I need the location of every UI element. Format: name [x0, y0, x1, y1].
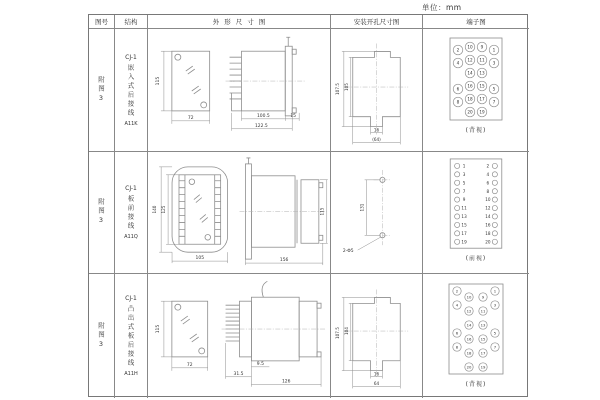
svg-text:6: 6 — [456, 86, 460, 92]
mounting-drawing-a11q — [331, 152, 422, 273]
dim-offset — [251, 357, 269, 387]
holes-label — [343, 237, 381, 254]
dim-inner-height — [161, 175, 179, 244]
svg-text:7: 7 — [462, 188, 466, 194]
header-outline: 外形尺寸图 — [148, 15, 331, 29]
fig-no-cell-r1 — [89, 29, 115, 152]
terminal-caption-r3: (背视) — [465, 381, 487, 388]
svg-text:13: 13 — [479, 70, 485, 76]
svg-text:13: 13 — [480, 322, 486, 328]
svg-text:6: 6 — [455, 330, 459, 336]
dim-front-width — [172, 252, 228, 263]
header-terminal: 端子图 — [423, 15, 529, 29]
svg-text:107.5: 107.5 — [334, 327, 340, 339]
svg-text:2: 2 — [455, 288, 459, 294]
fig-no-label-r2: 附图3 — [97, 198, 105, 227]
svg-text:4: 4 — [486, 171, 490, 177]
svg-text:10: 10 — [466, 294, 472, 300]
structure-code-r3: A11H — [124, 371, 138, 377]
mounting-drawing-a11h — [331, 274, 422, 398]
fig-no-label-r3: 附图3 — [97, 321, 105, 351]
outline-drawing-a11k — [148, 29, 330, 151]
svg-text:4: 4 — [455, 302, 459, 308]
svg-text:16: 16 — [467, 83, 473, 89]
terminal-cell-r2 — [423, 152, 529, 274]
svg-text:1: 1 — [492, 47, 496, 53]
svg-text:12: 12 — [467, 57, 473, 63]
structure-desc-r1: 嵌入式后接线 — [126, 63, 135, 118]
outline-cell-r3 — [148, 274, 331, 398]
svg-text:16: 16 — [373, 127, 380, 133]
svg-text:9: 9 — [481, 294, 485, 300]
svg-text:72: 72 — [186, 362, 193, 368]
terminal-circles — [453, 42, 499, 117]
svg-text:8: 8 — [486, 188, 490, 194]
svg-text:3: 3 — [493, 302, 497, 308]
svg-text:12: 12 — [466, 308, 472, 314]
outline-cell-r2 — [148, 152, 331, 274]
dim-depth-body — [241, 111, 285, 121]
terminal-caption-r1: (背视) — [465, 127, 487, 134]
mounting-drawing-a11k — [331, 29, 422, 151]
structure-desc-r2: 板前接线 — [126, 195, 135, 231]
svg-text:31.5: 31.5 — [233, 371, 244, 377]
svg-text:156: 156 — [279, 258, 289, 264]
svg-text:8: 8 — [456, 99, 460, 105]
dim-notch-width — [371, 371, 383, 379]
svg-text:14: 14 — [467, 70, 473, 76]
structure-code-r1: A11K — [124, 120, 138, 127]
svg-text:12: 12 — [485, 205, 491, 211]
svg-text:16: 16 — [466, 336, 472, 342]
svg-text:140: 140 — [152, 205, 158, 214]
svg-text:2: 2 — [486, 163, 490, 169]
svg-text:20: 20 — [466, 364, 472, 370]
svg-text:105: 105 — [343, 83, 349, 91]
structure-desc-r3: 凸出式板后接线 — [126, 305, 135, 368]
svg-text:125: 125 — [161, 205, 167, 214]
terminal-circles — [455, 163, 498, 244]
structure-model-r1: CJ-1 — [125, 53, 137, 61]
dim-outer-height — [335, 297, 375, 370]
fig-no-label-r1: 附图3 — [97, 75, 105, 105]
side-view — [239, 158, 326, 259]
svg-text:5: 5 — [493, 330, 497, 336]
units-label: 单位：mm — [422, 3, 462, 12]
svg-text:4: 4 — [456, 60, 460, 66]
svg-text:2: 2 — [456, 47, 460, 53]
front-view — [172, 301, 208, 357]
structure-model-r2: CJ-1 — [125, 185, 137, 192]
dim-inner-height — [344, 303, 353, 360]
dim-outer-height — [335, 51, 375, 126]
mounting-cell-r3 — [331, 274, 423, 398]
svg-text:17: 17 — [461, 230, 467, 236]
structure-cell-r3 — [115, 274, 148, 398]
front-view — [172, 51, 210, 111]
svg-text:105: 105 — [195, 256, 205, 262]
fig-no-cell-r3 — [89, 274, 115, 398]
svg-text:15: 15 — [461, 222, 467, 228]
terminal-cell-r3 — [423, 274, 529, 398]
svg-text:10: 10 — [467, 44, 473, 50]
svg-text:16: 16 — [373, 371, 380, 377]
svg-text:15: 15 — [479, 83, 485, 89]
svg-text:13: 13 — [461, 214, 467, 220]
terminal-diagram-a11h — [423, 274, 529, 398]
outline-drawing-a11q — [148, 152, 330, 273]
dim-depth — [245, 243, 322, 265]
dim-front-width — [172, 357, 208, 371]
mounting-cell-r2 — [331, 152, 423, 274]
svg-text:16: 16 — [485, 222, 491, 228]
dim-hole-spacing — [360, 180, 380, 235]
svg-text:18: 18 — [485, 230, 491, 236]
svg-text:19: 19 — [479, 109, 485, 115]
svg-text:11: 11 — [479, 57, 485, 63]
svg-text:131: 131 — [359, 203, 365, 212]
structure-cell-r2 — [115, 152, 148, 274]
svg-text:100.5: 100.5 — [256, 113, 270, 119]
svg-text:7: 7 — [493, 344, 497, 350]
mounting-cell-r1 — [331, 29, 423, 152]
svg-text:2-Φ5: 2-Φ5 — [342, 249, 354, 255]
svg-text:20: 20 — [467, 109, 473, 115]
svg-text:9: 9 — [462, 197, 466, 203]
svg-text:72: 72 — [187, 115, 194, 121]
svg-text:6: 6 — [486, 180, 490, 186]
header-fig-no: 图号 — [89, 15, 115, 29]
svg-text:8: 8 — [455, 344, 459, 350]
outline-cell-r1 — [148, 29, 331, 152]
side-view — [222, 281, 325, 361]
svg-text:18: 18 — [466, 350, 472, 356]
svg-text:17: 17 — [479, 96, 485, 102]
svg-text:115: 115 — [155, 324, 161, 334]
structure-code-r2: A11Q — [124, 234, 138, 240]
svg-text:19: 19 — [461, 239, 467, 245]
svg-text:14: 14 — [485, 214, 491, 220]
svg-text:14: 14 — [466, 322, 472, 328]
terminal-circles — [453, 287, 499, 371]
mounting-holes — [374, 170, 392, 245]
svg-text:1: 1 — [493, 288, 497, 294]
svg-text:115: 115 — [155, 76, 161, 86]
terminal-caption-r2: (前视) — [465, 255, 487, 263]
svg-text:126: 126 — [281, 379, 291, 385]
dim-base-depth — [226, 343, 252, 379]
cutout-outline — [345, 44, 408, 135]
svg-text:10: 10 — [485, 197, 491, 203]
svg-text:122.5: 122.5 — [254, 123, 268, 129]
svg-text:3: 3 — [462, 171, 466, 177]
structure-model-r3: CJ-1 — [125, 295, 137, 302]
fig-no-cell-r2 — [89, 152, 115, 274]
svg-text:11: 11 — [480, 308, 486, 314]
svg-text:5: 5 — [492, 86, 496, 92]
svg-text:3: 3 — [492, 60, 496, 66]
front-view — [172, 167, 228, 252]
dim-front-width — [172, 111, 210, 124]
svg-text:20: 20 — [485, 239, 491, 245]
side-view — [226, 37, 306, 116]
dim-front-height — [155, 301, 172, 357]
structure-cell-r1 — [115, 29, 148, 152]
header-mounting: 安装开孔尺寸图 — [331, 15, 423, 29]
svg-text:15: 15 — [290, 113, 297, 119]
svg-text:17: 17 — [480, 350, 486, 356]
svg-text:19: 19 — [480, 364, 486, 370]
dim-front-height — [155, 51, 172, 111]
svg-text:104: 104 — [343, 327, 349, 336]
svg-text:15: 15 — [480, 336, 486, 342]
svg-text:(64): (64) — [372, 136, 381, 142]
terminal-cell-r1 — [423, 29, 529, 152]
spec-table — [88, 14, 528, 397]
svg-text:115: 115 — [319, 207, 325, 216]
svg-text:9.5: 9.5 — [256, 361, 264, 367]
cutout-outline — [345, 290, 408, 379]
terminal-diagram-a11k — [423, 29, 529, 151]
svg-text:7: 7 — [492, 99, 496, 105]
svg-text:18: 18 — [467, 96, 473, 102]
svg-text:107.5: 107.5 — [334, 83, 340, 95]
svg-text:9: 9 — [480, 44, 484, 50]
svg-text:11: 11 — [461, 205, 467, 211]
svg-text:1: 1 — [462, 163, 466, 169]
svg-text:64: 64 — [373, 380, 380, 386]
outline-drawing-a11h — [148, 274, 330, 398]
svg-text:5: 5 — [462, 180, 466, 186]
header-structure: 结构 — [115, 15, 148, 29]
terminal-diagram-a11q — [423, 152, 529, 273]
